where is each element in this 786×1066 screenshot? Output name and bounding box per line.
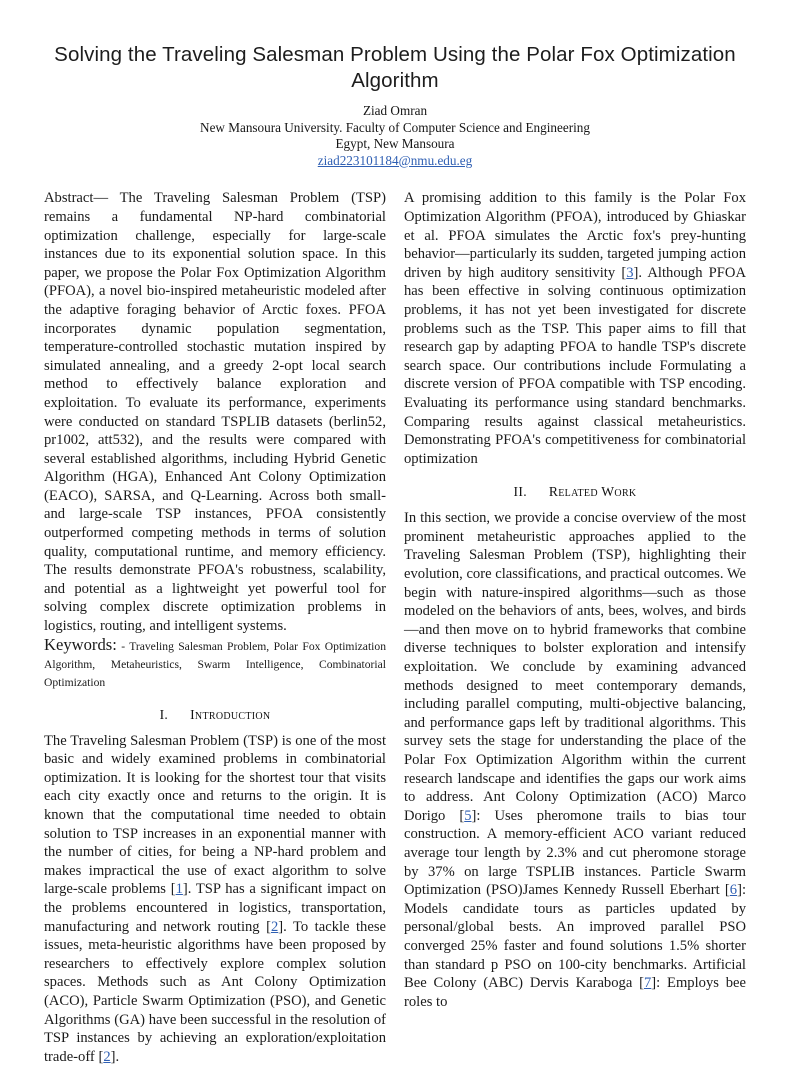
- bracket-close: ]: [471, 807, 477, 824]
- bracket-open: [: [621, 264, 627, 281]
- bracket-close: ]: [651, 975, 657, 992]
- column-right: [404, 189, 746, 1011]
- author-email-line: [44, 153, 746, 170]
- pfoa-text-part-1: A promising addition to this family is the Polar Fox Optimization Algorithm (PFOA), introduced by Ghiaskar et al. PFOA simulates the Arctic fox's prey-hunting behavior—particularly its sudden, targeted jumping action driven by high auditory sensitivity: [404, 190, 746, 281]
- citation-link-7[interactable]: 7: [644, 975, 652, 992]
- page-title: Solving the Traveling Salesman Problem Using the Polar Fox Optimization Algorithm: [54, 43, 736, 92]
- intro-text-part-3: . To tackle these issues, meta-heuristic algorithms have been proposed by researchers to effectively explore complex solution spaces. Methods such as Ant Colony Optimization (ACO), Particle Swarm Optimization (PSO), and Genetic Algorithms (GA) have been successful in the resolution of TSP instances by achieving an exploration/exploitation trade-off: [44, 918, 386, 1065]
- pfoa-text-part-2: . Although PFOA has been effective in solving continuous optimization problems, it has not yet been investigated for discrete problems such as the TSP. This paper aims to fill that research gap by adapting PFOA to handle TSP's discrete search space. Our contributions include Formulating a discrete version of PFOA compatible with TSP encoding. Evaluating its performance using standard benchmarks. Comparing results against classical metaheuristics. Demonstrating PFOA's competitiveness for combinatorial optimization: [404, 264, 746, 467]
- related-text-part-3: : Models candidate tours as particles updated by personal/global bests. An improved parallel PSO converged 25% faster and found solutions 1.5% shorter than standard p PSO on 100-city benchmarks. Artificial Bee Colony (ABC) Dervis Karaboga: [404, 882, 746, 992]
- bracket-open: [: [724, 882, 730, 899]
- two-column-body: [44, 189, 746, 1066]
- keywords-paragraph: [44, 636, 386, 691]
- bracket-close: ]: [110, 1048, 116, 1065]
- abstract-label: Abstract—: [44, 190, 109, 207]
- section-heading-introduction: [44, 707, 386, 723]
- related-text-part-1: In this section, we provide a concise overview of the most prominent metaheuristic approaches applied to the Traveling Salesman Problem (TSP), highlighting their evolution, core classifications, and practical outcomes. We begin with nature-inspired algorithms—such as those modeled on the behaviors of ants, bees, wolves, and birds—and then move on to hybrid frameworks that combine diverse techniques to bolster exploration and intensify exploitation. We conclude by examining advanced methods designed to meet contemporary demands, including parallel computing, multi-objective balancing, and performance gaps left by traditional algorithms. This survey sets the stage for understanding the place of the Polar Fox Optimization Algorithm within the current research landscape and identifies the gaps our work aims to address. Ant Colony Optimization (ACO) Marco Dorigo: [404, 510, 746, 824]
- author-email-link[interactable]: ziad223101184@nmu.edu.eg: [317, 152, 473, 168]
- bracket-open: [: [459, 807, 465, 824]
- citation-link-4[interactable]: 3: [626, 264, 634, 281]
- column-left: [44, 189, 386, 1066]
- related-text-part-2: : Uses pheromone trails to bias tour construction. A memory-efficient ACO variant reduced average tour length by 2.3% and cut pheromone storage by 37% on large TSPLIB instances. Particle Swarm Optimization (PSO)James Kennedy Russell Eberhart: [404, 807, 746, 899]
- citation-link-6[interactable]: 6: [729, 882, 738, 899]
- introduction-paragraph: [44, 732, 386, 1066]
- intro-text-part-4: .: [115, 1048, 120, 1065]
- author-location: Egypt, New Mansoura: [335, 136, 455, 152]
- bracket-open: [: [170, 881, 176, 898]
- citation-link-3[interactable]: 2: [103, 1048, 111, 1065]
- citation-link-1[interactable]: 1: [175, 881, 183, 898]
- bracket-close: ]: [633, 264, 639, 281]
- bracket-open: [: [639, 975, 644, 992]
- intro-text-part-1: The Traveling Salesman Problem (TSP) is one of the most basic and widely examined problems in combinatorial optimization. It is looking for the shortest tour that visits each city exactly once and returns to the origin. It is known that the computational time needed to obtain solution to TSP increases in an exponential manner with the number of cities, for being a NP-hard problem and makes impractical the use of exact algorithm to solve large-scale problems: [44, 732, 386, 898]
- keywords-text: - Traveling Salesman Problem, Polar Fox Optimization Algorithm, Metaheuristics, Swarm Intelligence, Combinatorial Optimization: [44, 639, 386, 689]
- bracket-close: ]: [278, 918, 284, 935]
- keywords-label: Keywords:: [44, 634, 117, 654]
- citation-link-2[interactable]: 2: [270, 918, 279, 935]
- section-heading-related-work: [404, 484, 746, 500]
- bracket-close: ]: [182, 881, 188, 898]
- section-title: Introduction: [190, 706, 271, 722]
- author-block: [44, 103, 746, 169]
- related-text-part-4: : Employs bee roles to: [404, 975, 747, 1010]
- abstract-paragraph: [44, 189, 386, 635]
- citation-link-5[interactable]: 5: [464, 807, 472, 824]
- author-name: Ziad Omran: [362, 103, 428, 118]
- pfoa-intro-paragraph: [404, 189, 746, 468]
- related-work-paragraph: [404, 509, 746, 1011]
- abstract-text: The Traveling Salesman Problem (TSP) remains a fundamental NP-hard combinatorial optimization challenge, especially for large-scale instances due to its exponential solution space. In this paper, we propose the Polar Fox Optimization Algorithm (PFOA), a novel bio-inspired metaheuristic modeled after the adaptive foraging behavior of Arctic foxes. PFOA incorporates dynamic population segmentation, temperature-controlled stochastic mutation inspired by simulated annealing, and a greedy 2-opt local search method to effectively balance exploration and exploitation. To evaluate its performance, experiments were conducted on standard TSPLIB datasets (berlin52, pr1002, att532), and the results were compared with several established algorithms, including Hybrid Genetic Algorithm (HGA), Enhanced Ant Colony Optimization (EACO), SARSA, and Q-Learning. Across both small- and large-scale TSP instances, PFOA consistently outperformed competing methods in terms of solution quality, computational runtime, and memory efficiency. The results demonstrate PFOA's robustness, scalability, and potential as a lightweight yet powerful tool for solving complex discrete optimization problems in logistics, routing, and intelligent systems.: [44, 190, 386, 635]
- intro-text-part-2: . TSP has a significant impact on the problems encountered in logistics, transportation, manufacturing and network routing: [44, 881, 386, 935]
- section-number: I.: [159, 706, 169, 722]
- section-number: II.: [513, 484, 527, 500]
- author-affiliation: New Mansoura University. Faculty of Computer Science and Engineering: [200, 119, 590, 135]
- section-title: Related Work: [548, 484, 637, 500]
- bracket-open: [: [266, 918, 271, 935]
- bracket-open: [: [98, 1048, 104, 1065]
- bracket-close: ]: [737, 882, 742, 899]
